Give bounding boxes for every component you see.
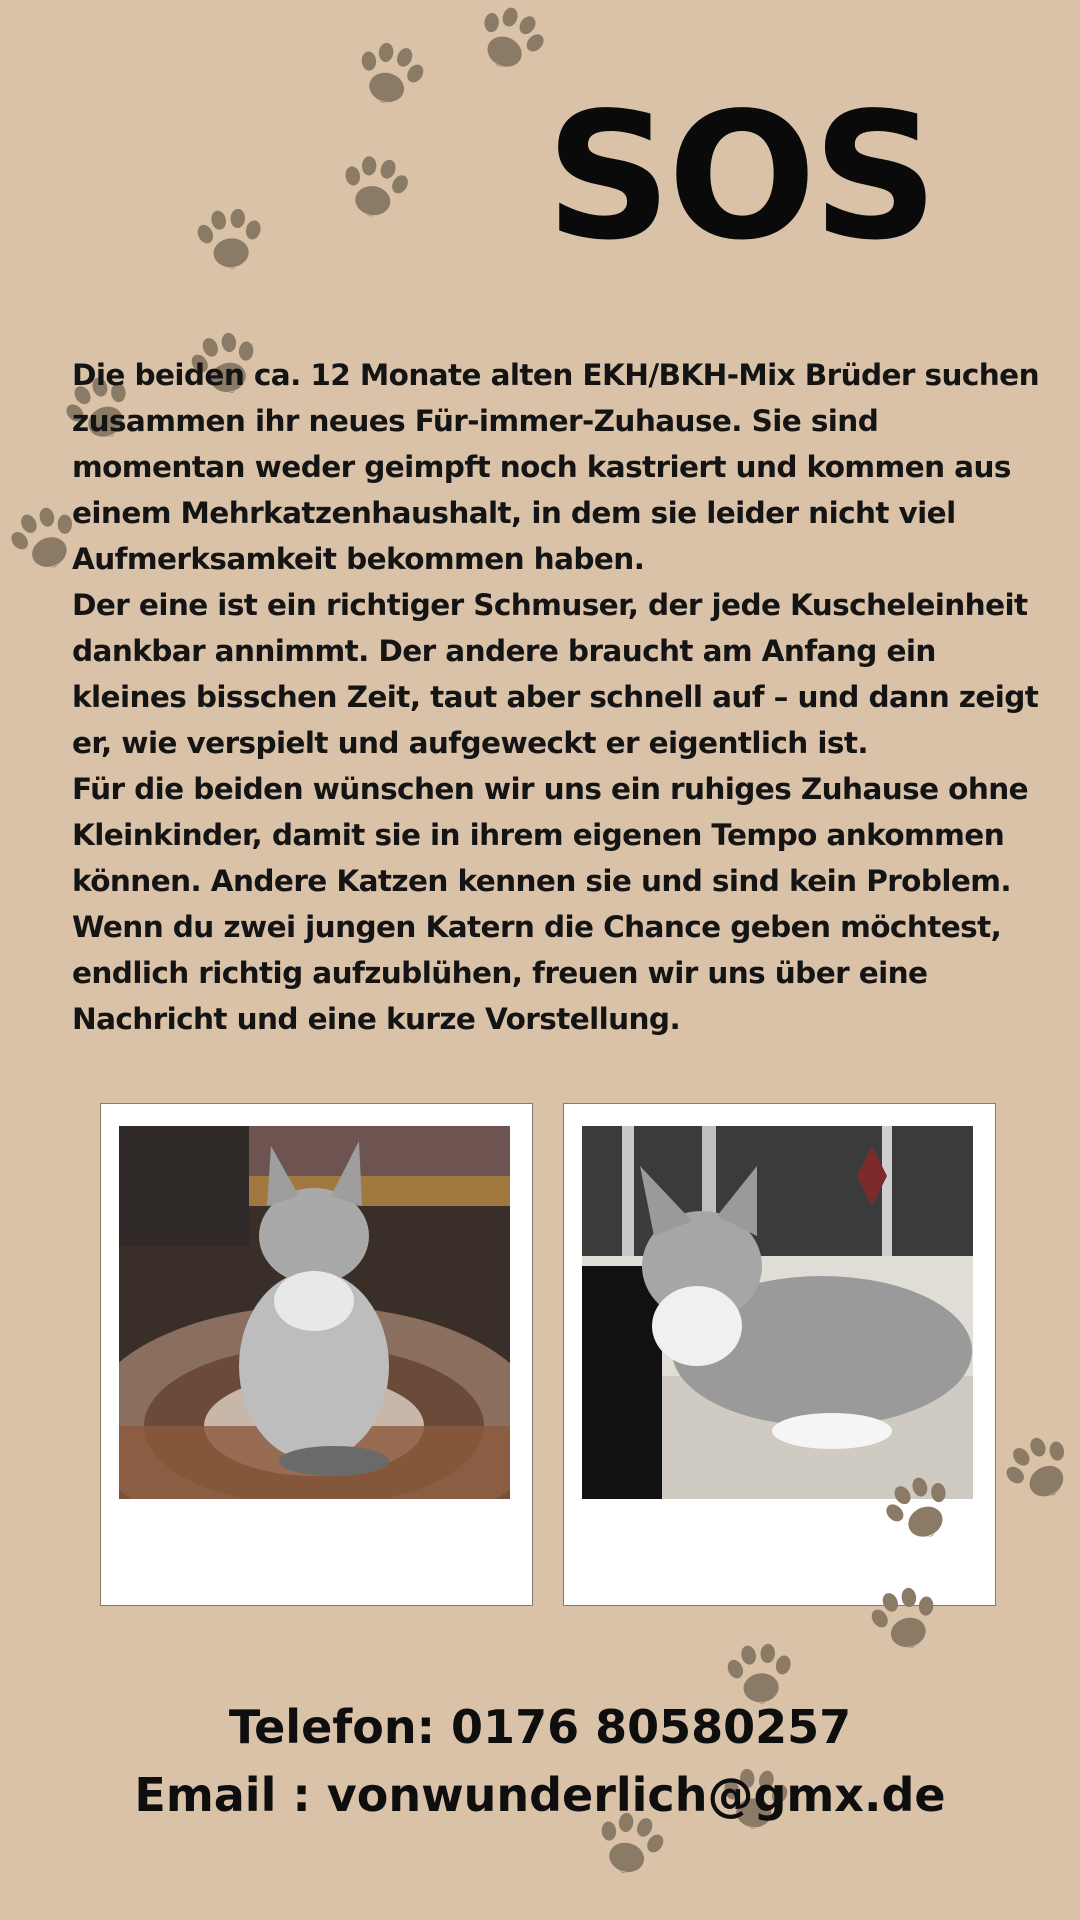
description-paragraph: Für die beiden wünschen wir uns ein ruhiges Zuhause ohne Kleinkinder, damit sie in ihrem eigenen Tempo ankommen können. Andere Katzen kennen sie und sind kein Problem. Wenn du zwei jungen Katern die Chance geben möchtest, endlich richtig aufzublühen, freuen wir uns über eine Nachricht und eine kurze Vorstellung. <box>72 772 1029 1036</box>
cat-lying-on-sofa-photo <box>582 1126 973 1499</box>
paw-print-icon <box>341 26 439 124</box>
photo-frame-left <box>100 1103 533 1606</box>
paw-print-icon <box>187 197 274 284</box>
cat-sitting-on-rug-photo <box>119 1126 510 1499</box>
paw-print-icon <box>329 142 422 235</box>
contact-phone: Telefon: 0176 80580257 <box>228 1700 852 1754</box>
paw-print-icon <box>985 1415 1080 1524</box>
page-title: SOS <box>545 76 935 279</box>
contact-email: Email : vonwunderlich@gmx.de <box>134 1768 946 1822</box>
description-paragraph: Die beiden ca. 12 Monate alten EKH/BKH-Mix Brüder suchen zusammen ihr neues Für-immer-Zuhause. Sie sind momentan weder geimpft noch kastriert und kommen aus einem Mehrkatzenhaushalt, in dem sie leider nicht viel Aufmerksamkeit bekommen haben. <box>72 358 1039 576</box>
adoption-description <box>72 352 1072 1042</box>
description-paragraph: Der eine ist ein richtiger Schmuser, der jede Kuscheleinheit dankbar annimmt. Der andere braucht am Anfang ein kleines bisschen Zeit, taut aber schnell auf – und dann zeigt er, wie verspielt und aufgeweckt er eigentlich ist. <box>72 588 1039 760</box>
